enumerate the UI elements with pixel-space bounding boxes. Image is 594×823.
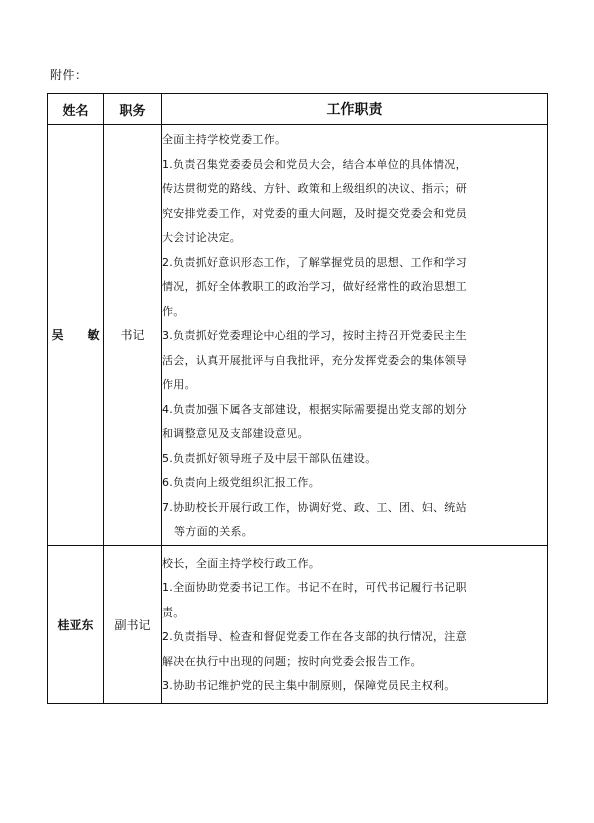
duty-line: 责。 (162, 605, 185, 619)
duty-line: 2.负责指导、检查和督促党委工作在各支部的执行情况，注意 (162, 630, 467, 643)
duty-line: 传达贯彻党的路线、方针、政策和上级组织的决议、指示；研 (162, 182, 468, 195)
person-post: 书记 (104, 125, 162, 546)
duty-line: 7.协助校长开展行政工作，协调好党、政、工、团、妇、统站 (162, 500, 467, 514)
duty-line: 和调整意见及支部建设意见。 (162, 427, 309, 440)
duty-line: 校长，全面主持学校行政工作。 (162, 556, 321, 570)
duty-line: 4.负责加强下属各支部建设，根据实际需要提出党支部的划分 (162, 402, 467, 416)
duty-line: 2.负责抓好意识形态工作，了解掌握党员的思想、工作和学习 (162, 255, 467, 269)
person-post: 副书记 (104, 545, 162, 703)
duty-line: 解决在执行中出现的问题；按时向党委会报告工作。 (162, 654, 422, 668)
duty-line: 作用。 (162, 378, 196, 391)
person-name-part: 吴 (51, 328, 64, 343)
duty-line: 3.负责抓好党委理论中心组的学习，按时主持召开党委民主生 (162, 329, 467, 342)
duty-line: 作。 (162, 304, 185, 318)
person-name: 桂亚东 (48, 545, 104, 703)
person-name-part: 敏 (87, 328, 100, 343)
duty-line: 情况，抓好全体教职工的政治学习，做好经常性的政治思想工 (162, 280, 468, 293)
duty-line: 5.负责抓好领导班子及中层干部队伍建设。 (162, 451, 377, 465)
duty-line: 究安排党委工作，对党委的重大问题，及时提交党委会和党员 (162, 206, 468, 220)
table-row (48, 125, 548, 546)
duty-line: 活会，认真开展批评与自我批评，充分发挥党委会的集体领导 (162, 353, 468, 367)
duty-line: 全面主持学校党委工作。 (162, 133, 287, 146)
header-name: 姓名 (48, 94, 104, 125)
duty-line: 大会讨论决定。 (162, 231, 242, 244)
person-name-cell (48, 125, 104, 546)
duty-line: 6.负责向上级党组织汇报工作。 (162, 476, 320, 489)
duty-line: 3.协助书记维护党的民主集中制原则，保障党员民主权利。 (162, 679, 456, 692)
duty-line: 等方面的关系。 (174, 525, 254, 538)
duty-cell (162, 125, 548, 546)
table-row (48, 545, 548, 703)
duty-cell (162, 545, 548, 703)
header-post: 职务 (104, 94, 162, 125)
attachment-label: 附件： (50, 68, 88, 82)
duties-table (47, 93, 548, 704)
table-header-row (48, 94, 548, 125)
duty-line: 1.负责召集党委委员会和党员大会，结合本单位的具体情况， (162, 157, 467, 171)
duty-line: 1.全面协助党委书记工作。书记不在时，可代书记履行书记职 (162, 581, 467, 594)
header-duty: 工作职责 (162, 94, 548, 125)
